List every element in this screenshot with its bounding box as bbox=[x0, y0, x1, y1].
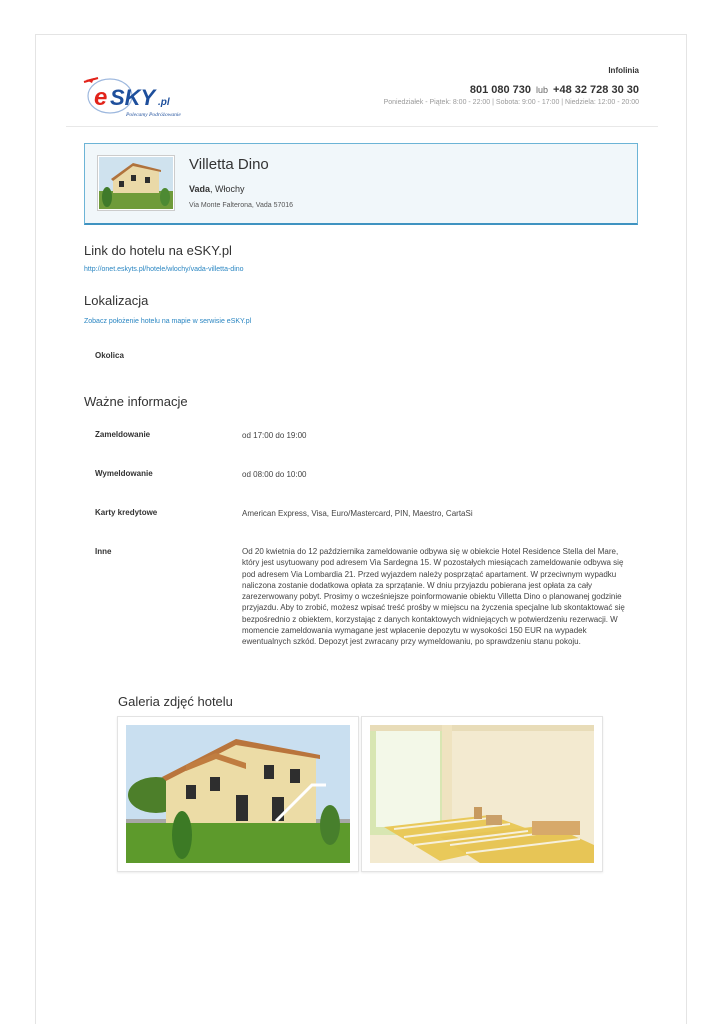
opening-hours: Poniedziałek - Piątek: 8:00 - 22:00 | Sobota: 9:00 - 17:00 | Niedziela: 12:00 - 20:00 bbox=[383, 99, 639, 106]
hotel-card bbox=[84, 143, 638, 225]
map-link[interactable]: Zobacz położenie hotelu na mapie w serwisie eSKY.pl bbox=[84, 318, 252, 325]
svg-text:Polecamy Podróżowanie: Polecamy Podróżowanie bbox=[126, 112, 181, 118]
hotel-city: Vada bbox=[189, 184, 211, 194]
okolica-label: Okolica bbox=[95, 351, 124, 360]
hotel-thumbnail[interactable] bbox=[97, 155, 175, 211]
gallery-photo-bedroom[interactable] bbox=[361, 716, 603, 872]
phone-numbers bbox=[470, 84, 639, 96]
hotel-address: Via Monte Falterona, Vada 57016 bbox=[189, 202, 294, 209]
credit-cards-value: American Express, Visa, Euro/Mastercard, PIN, Maestro, CartaSi bbox=[242, 509, 473, 518]
hotel-location bbox=[189, 184, 245, 194]
hotel-name: Villetta Dino bbox=[189, 156, 269, 173]
gallery-photo-exterior[interactable] bbox=[117, 716, 359, 872]
header-divider bbox=[66, 126, 658, 127]
or-label: lub bbox=[536, 85, 549, 95]
gallery-title: Galeria zdjęć hotelu bbox=[118, 694, 233, 709]
phone-secondary[interactable]: +48 32 728 30 30 bbox=[553, 84, 639, 96]
other-info-value: Od 20 kwietnia do 12 października zameldowanie odbywa się w obiekcie Hotel Residence Stella del Mare, który jest usytuowany pod adresem Via Sardegna 15. W pozostałych miesiącach zameldowanie odbywa się pod adresem Via Lombardia 21. Przed wyjazdem należy posprzątać apartament. W przeciwnym wypadku naliczona zostanie dodatkowa opłata za sprzątanie. W dniu przyjazdu pobierana jest opłata za cały zarezerwowany pobyt. Prosimy o wcześniejsze poinformowanie obiektu Villetta Dino o planowanej godzinie przyjazdu. Aby to zrobić, możesz wpisać treść prośby w miejscu na życzenia specjalne lub skontaktować się bezpośrednio z obiektem, korzystając z danych kontaktowych widniejących w potwierdzeniu rezerwacji. W momencie zameldowania wymagane jest wpłacenie depozytu w wysokości 150 EUR na wypadek ewentualnych szkód. Depozyt jest zwracany przy wymeldowaniu, po sprawdzeniu stanu pokoju. bbox=[242, 547, 625, 647]
important-info-title: Ważne informacje bbox=[84, 394, 188, 409]
svg-text:e: e bbox=[94, 84, 108, 111]
link-section-title: Link do hotelu na eSKY.pl bbox=[84, 243, 232, 258]
esky-logo[interactable] bbox=[80, 70, 190, 122]
svg-text:.pl: .pl bbox=[158, 97, 170, 108]
hotel-country: , Włochy bbox=[210, 184, 245, 194]
phone-primary[interactable]: 801 080 730 bbox=[469, 84, 532, 96]
checkout-label: Wymeldowanie bbox=[95, 469, 153, 478]
credit-cards-label: Karty kredytowe bbox=[95, 508, 158, 517]
other-info-label: Inne bbox=[95, 547, 112, 556]
hotel-url-link[interactable]: http://onet.eskyts.pl/hotele/wlochy/vada-villetta-dino bbox=[84, 266, 244, 273]
hotel-thumbnail-image bbox=[99, 157, 173, 209]
location-section-title: Lokalizacja bbox=[84, 293, 149, 308]
infolinia-label: Infolinia bbox=[608, 66, 639, 75]
svg-text:SKY: SKY bbox=[110, 85, 156, 110]
checkout-value: od 08:00 do 10:00 bbox=[242, 470, 307, 479]
bedroom-photo-image bbox=[370, 725, 594, 863]
checkin-label: Zameldowanie bbox=[95, 430, 151, 439]
exterior-photo-image bbox=[126, 725, 350, 863]
checkin-value: od 17:00 do 19:00 bbox=[242, 431, 307, 440]
